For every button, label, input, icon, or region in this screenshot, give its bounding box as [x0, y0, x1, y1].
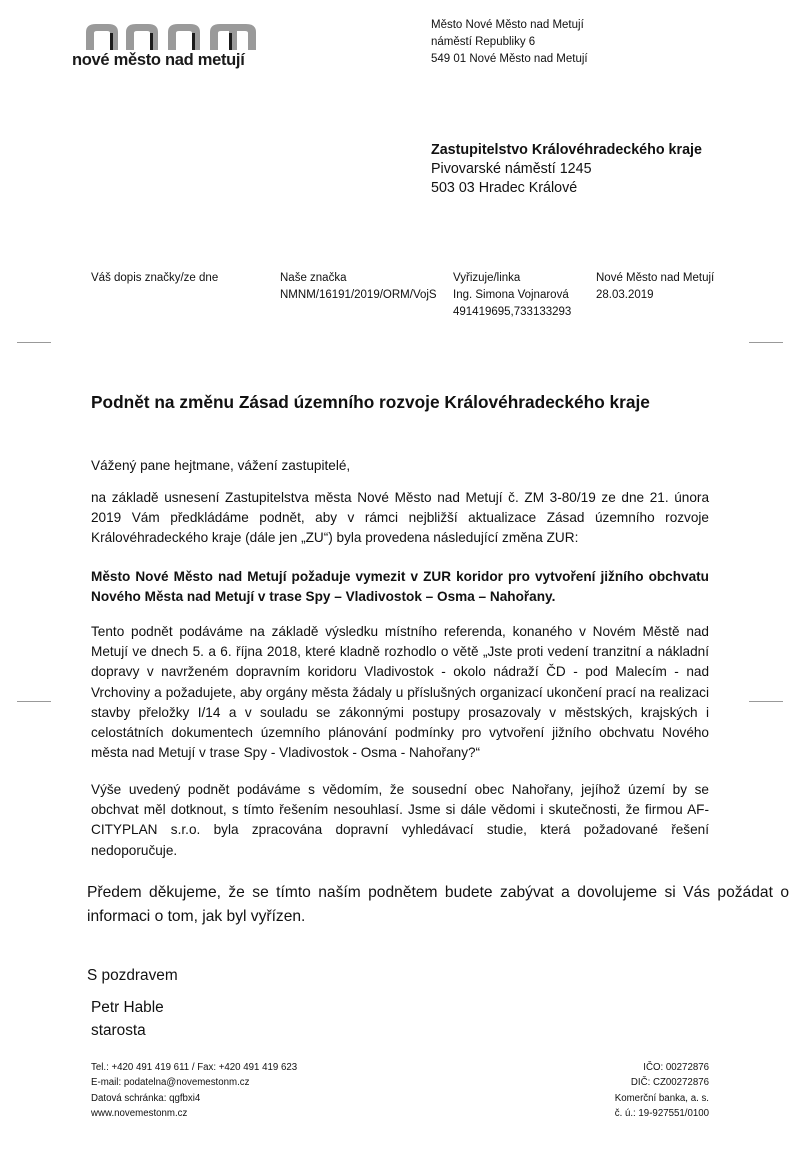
fold-mark	[17, 342, 51, 343]
footer-website: www.novemestonm.cz	[91, 1107, 188, 1119]
city-logo-text: nové město nad metují	[72, 51, 245, 69]
sender-line: Město Nové Město nad Metují	[431, 19, 584, 31]
recipient-address	[431, 141, 702, 198]
letter-date: 28.03.2019	[596, 289, 654, 301]
place-label: Nové Město nad Metují	[596, 272, 715, 284]
our-reference-column	[280, 270, 437, 304]
closing-paragraph: Předem děkujeme, že se tímto naším podnětem budete zabývat a dovolujeme si Vás požádat o informaci o tom, jak byl vyřízen.	[87, 884, 789, 925]
recipient-name: Zastupitelstvo Královéhradeckého kraje	[431, 142, 702, 158]
footer-contact	[91, 1060, 297, 1121]
signatory-title: starosta	[91, 1022, 146, 1039]
our-reference-value: NMNM/16191/2019/ORM/VojS	[280, 289, 437, 301]
fold-mark	[17, 701, 51, 702]
fold-mark	[749, 342, 783, 343]
footer-dic: DIČ: CZ00272876	[630, 1077, 709, 1089]
footer-data-box: Datová schránka: qgfbxi4	[91, 1092, 201, 1104]
sender-line: 549 01 Nové Město nad Metují	[431, 53, 588, 65]
footer-registration	[615, 1060, 709, 1121]
handled-by-name: Ing. Simona Vojnarová	[453, 289, 569, 301]
footer-phone: Tel.: +420 491 419 611 / Fax: +420 491 419 623	[91, 1062, 298, 1073]
handled-by-column	[453, 270, 571, 321]
our-reference-label: Naše značka	[280, 272, 347, 284]
fold-mark	[749, 701, 783, 702]
signature-greeting: S pozdravem	[87, 967, 178, 984]
footer-email: E-mail: podatelna@novemestonm.cz	[91, 1077, 250, 1089]
sender-address	[431, 17, 588, 68]
body-paragraph-demand: Město Nové Město nad Metují požaduje vymezit v ZUR koridor pro vytvoření jižního obchvatu Nového Města nad Metují v trase Spy – Vladivostok – Osma – Nahořany.	[91, 569, 709, 605]
city-logo-mark-icon	[86, 22, 256, 50]
place-date-column	[596, 270, 714, 304]
letter-subject: Podnět na změnu Zásad územního rozvoje Královéhradeckého kraje	[91, 392, 650, 412]
recipient-city: 503 03 Hradec Králové	[431, 180, 578, 196]
recipient-street: Pivovarské náměstí 1245	[431, 161, 592, 177]
body-paragraph: Tento podnět podáváme na základě výsledku místního referenda, konaného v Novém Městě nad Metují ve dnech 5. a 6. října 2018, které kladně rozhodlo o větě „Jste proti vedení tranzitní a nákladní dopravy v navrženém dopravním koridoru Vladivostok - okolo nádraží ČD - pod Malecím - nad Vrchoviny a požadujete, aby orgány města žádaly u příslušných organizací ukončení prací na realizaci stavby přeložky I/14 a v souladu se zákonnými postupy prosazovaly v městských, krajských i celostátních dokumentech územního plánování podmínky pro vytvoření jižního obchvatu Nového města nad Metují v trase Spy - Vladivostok - Osma - Nahořany?“	[91, 624, 709, 761]
salutation: Vážený pane hejtmane, vážení zastupitelé,	[91, 458, 351, 473]
handled-by-label: Vyřizuje/linka	[453, 272, 521, 284]
sender-line: náměstí Republiky 6	[431, 36, 536, 48]
city-logo	[72, 18, 262, 72]
your-reference-label: Váš dopis značky/ze dne	[91, 272, 219, 284]
footer-bank: Komerční banka, a. s.	[614, 1092, 709, 1104]
signatory-name: Petr Hable	[91, 999, 164, 1016]
footer-ico: IČO: 00272876	[643, 1062, 709, 1073]
body-paragraph: na základě usnesení Zastupitelstva města Nové Město nad Metují č. ZM 3-80/19 ze dne 21. února 2019 Vám předkládáme podnět, aby v rámci nejbližší aktualizace Zásad územního rozvoje Královéhradeckého kraje (dále jen „ZU“) byla provedena následující změna ZUR:	[91, 490, 709, 546]
signature-block	[91, 996, 164, 1042]
your-reference-column	[91, 270, 218, 287]
handled-by-phone: 491419695,733133293	[453, 306, 572, 318]
body-paragraph: Výše uvedený podnět podáváme s vědomím, že sousední obec Nahořany, jejíhož území by se obchvat měl dotknout, s tímto řešením nesouhlasí. Jsme si dále vědomi i skutečnosti, že firmou AF-CITYPLAN s.r.o. byla zpracována dopravní vyhledávací studie, která požadované řešení nedoporučuje.	[91, 782, 709, 858]
footer-account: č. ú.: 19-927551/0100	[614, 1107, 709, 1119]
